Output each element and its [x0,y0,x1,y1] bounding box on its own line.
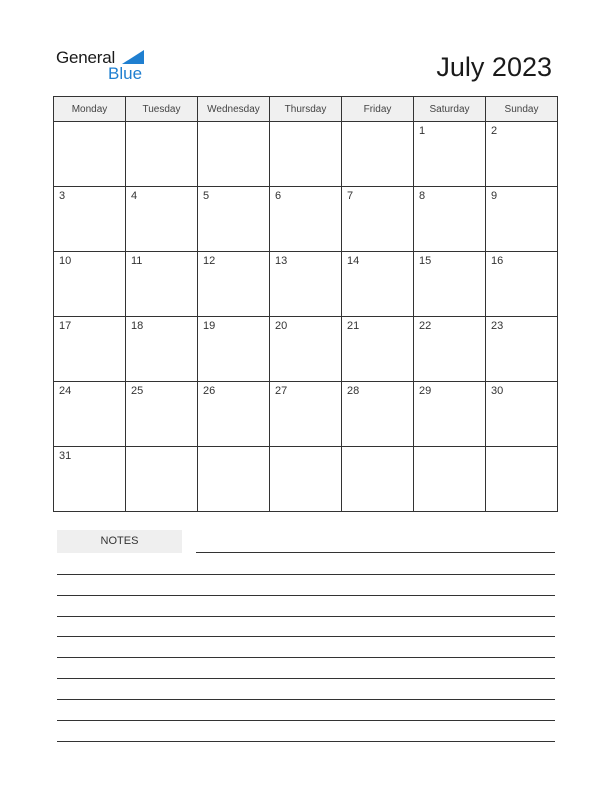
day-cell [414,382,486,447]
day-cell [414,252,486,317]
day-number: 17 [59,320,72,332]
notes-line [196,552,555,553]
week-row [54,252,558,317]
day-number: 28 [347,385,360,397]
day-number: 7 [347,190,354,202]
day-number [486,447,557,450]
notes-line [57,636,555,637]
week-row [54,187,558,252]
logo-text-blue: Blue [108,64,143,83]
day-number: 21 [347,320,360,332]
day-number: 31 [59,450,72,462]
day-number: 4 [131,190,138,202]
day-number: 1 [419,125,426,137]
day-number [342,447,413,450]
day-number [270,447,341,450]
weekday-header: Thursday [270,97,342,122]
notes-label: NOTES [57,530,182,553]
day-cell [54,382,126,447]
weekday-header: Wednesday [198,97,270,122]
day-number [198,447,269,450]
day-cell [198,252,270,317]
day-number: 15 [419,255,432,267]
weekday-header: Tuesday [126,97,198,122]
weekday-header-row [54,97,558,122]
week-row [54,447,558,512]
logo [56,46,156,86]
day-number: 27 [275,385,288,397]
week-row [54,382,558,447]
day-number: 22 [419,320,432,332]
day-number [414,447,485,450]
notes-line [57,699,555,700]
week-row [54,317,558,382]
day-number: 13 [275,255,288,267]
day-cell [486,252,558,317]
day-number: 24 [59,385,72,397]
day-cell [126,447,198,512]
day-cell [270,382,342,447]
notes-line [57,595,555,596]
day-number: 16 [491,255,504,267]
day-cell [198,447,270,512]
day-cell [54,252,126,317]
day-cell [270,447,342,512]
day-cell [486,187,558,252]
day-cell [54,187,126,252]
day-cell [54,122,126,187]
day-number [270,122,341,125]
day-number: 11 [131,255,143,267]
day-cell [270,252,342,317]
day-number: 5 [203,190,210,202]
day-number: 9 [491,190,498,202]
day-number: 20 [275,320,288,332]
day-cell [198,122,270,187]
day-cell [486,382,558,447]
day-number: 29 [419,385,432,397]
day-number: 30 [491,385,504,397]
day-number: 25 [131,385,144,397]
day-cell [414,447,486,512]
day-cell [342,122,414,187]
day-number: 19 [203,320,216,332]
notes-line [57,657,555,658]
day-cell [270,187,342,252]
day-number: 6 [275,190,282,202]
weekday-header: Sunday [486,97,558,122]
day-cell [54,447,126,512]
day-number: 10 [59,255,72,267]
day-number [126,447,197,450]
day-cell [54,317,126,382]
notes-line [57,720,555,721]
day-cell [414,187,486,252]
day-number: 2 [491,125,498,137]
week-row [54,122,558,187]
page-title: July 2023 [436,52,552,82]
day-cell [198,317,270,382]
day-number [342,122,413,125]
day-cell [126,382,198,447]
day-cell [486,317,558,382]
notes-line [57,616,555,617]
day-number [54,122,125,125]
day-number [198,122,269,125]
day-number [126,122,197,125]
day-cell [126,252,198,317]
weekday-header: Saturday [414,97,486,122]
day-cell [342,187,414,252]
day-cell [342,382,414,447]
weekday-header: Monday [54,97,126,122]
day-number: 8 [419,190,426,202]
day-cell [270,317,342,382]
notes-line [57,574,555,575]
day-cell [486,122,558,187]
day-cell [126,187,198,252]
day-number: 26 [203,385,216,397]
day-cell [342,317,414,382]
logo-triangle-icon [122,50,144,64]
day-cell [486,447,558,512]
day-cell [198,187,270,252]
day-cell [198,382,270,447]
day-number: 14 [347,255,360,267]
weekday-header: Friday [342,97,414,122]
day-number: 23 [491,320,504,332]
day-number: 12 [203,255,216,267]
notes-line [57,741,555,742]
day-cell [414,122,486,187]
day-cell [126,317,198,382]
day-number: 18 [131,320,144,332]
day-cell [126,122,198,187]
logo-text-general: General [56,48,116,67]
calendar-grid [53,96,558,512]
notes-line [57,678,555,679]
day-cell [270,122,342,187]
day-cell [342,252,414,317]
day-cell [342,447,414,512]
day-number: 3 [59,190,66,202]
day-cell [414,317,486,382]
